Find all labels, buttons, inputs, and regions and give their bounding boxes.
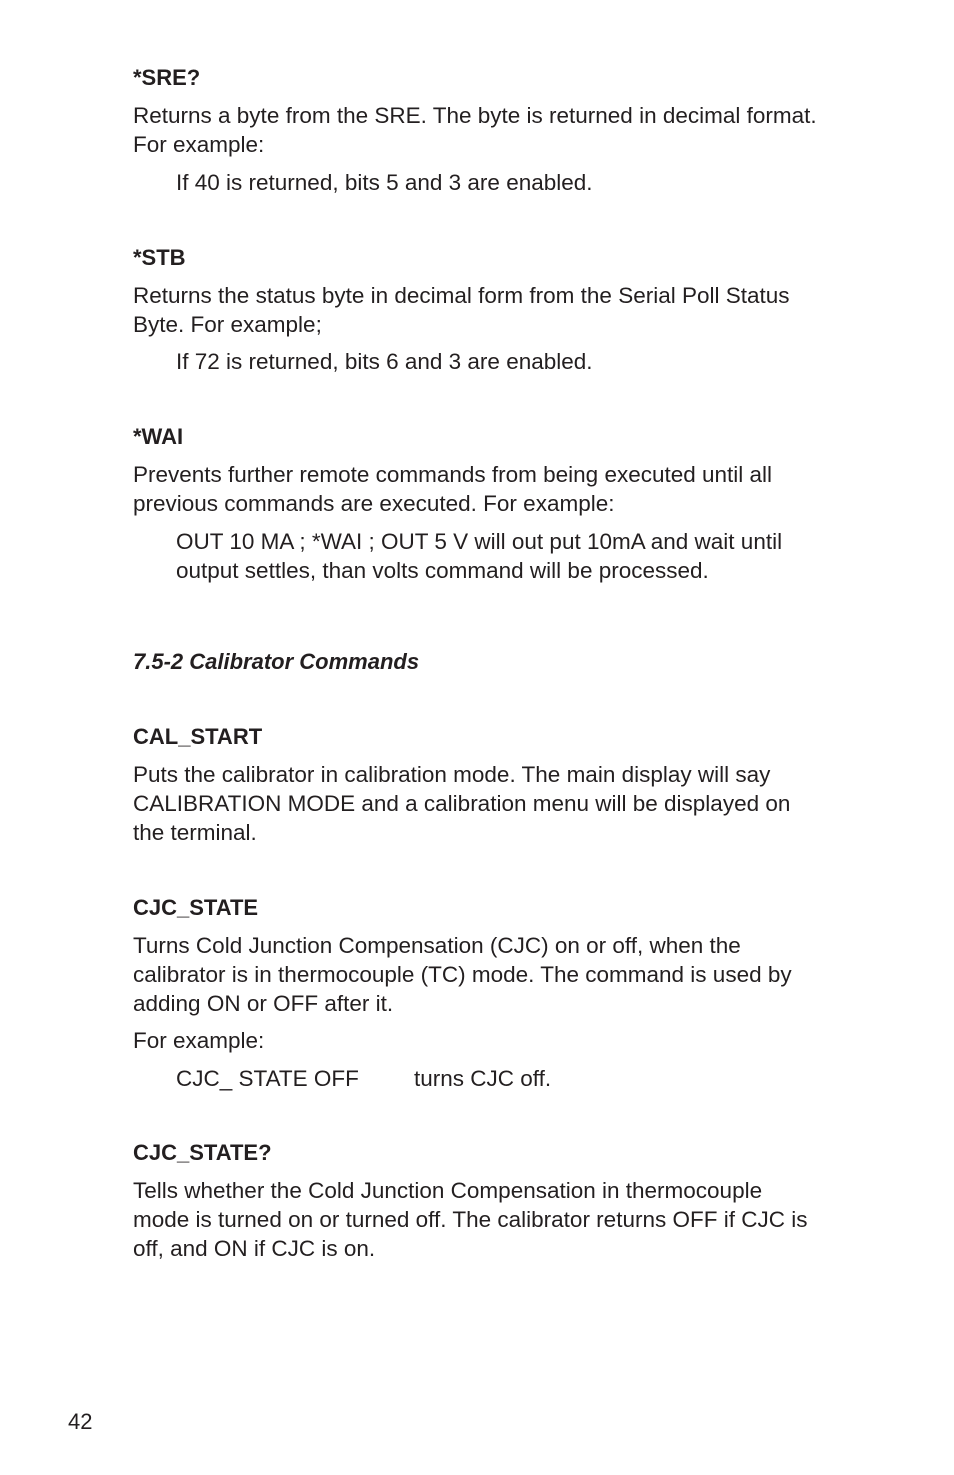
cjc-state-description-line-2: calibrator is in thermocouple (TC) mode. The command is used by	[133, 962, 792, 987]
page-number: 42	[68, 1409, 93, 1434]
wai-example-line-2: output settles, than volts command will be processed.	[176, 558, 709, 583]
cjc-state-command-heading: CJC_STATE	[133, 895, 259, 920]
wai-description-line-1: Prevents further remote commands from being executed until all	[133, 462, 773, 487]
cjc-state-query-description-line-2: mode is turned on or turned off. The calibrator returns OFF if CJC is	[133, 1207, 808, 1232]
stb-description-line-1: Returns the status byte in decimal form from the Serial Poll Status	[133, 283, 790, 308]
sre-description-line-2: For example:	[133, 132, 265, 157]
cjc-state-description-line-3: adding ON or OFF after it.	[133, 991, 394, 1016]
sre-example: If 40 is returned, bits 5 and 3 are enabled.	[176, 170, 593, 195]
sre-command-heading: *SRE?	[133, 65, 201, 90]
stb-description	[133, 281, 873, 339]
cal-start-description-line-2: CALIBRATION MODE and a calibration menu will be displayed on	[133, 791, 791, 816]
cjc-state-query-description	[133, 1176, 873, 1263]
cal-start-description-line-1: Puts the calibrator in calibration mode. The main display will say	[133, 762, 771, 787]
wai-description	[133, 460, 873, 518]
cal-start-description	[133, 760, 873, 847]
sre-description	[133, 101, 873, 159]
cjc-state-description-line-1: Turns Cold Junction Compensation (CJC) on or off, when the	[133, 933, 741, 958]
calibrator-commands-subsection-title: 7.5-2 Calibrator Commands	[133, 649, 420, 674]
cjc-state-example-result: turns CJC off.	[414, 1066, 552, 1091]
stb-command-heading: *STB	[133, 245, 186, 270]
cjc-state-example-command: CJC_ STATE OFF	[176, 1066, 359, 1091]
cjc-state-query-description-line-1: Tells whether the Cold Junction Compensation in thermocouple	[133, 1178, 763, 1203]
cjc-state-description	[133, 931, 873, 1018]
cjc-state-example	[176, 1064, 551, 1093]
cal-start-description-line-3: the terminal.	[133, 820, 257, 845]
cjc-state-query-description-line-3: off, and ON if CJC is on.	[133, 1236, 376, 1261]
stb-description-line-2: Byte. For example;	[133, 312, 322, 337]
wai-command-heading: *WAI	[133, 424, 184, 449]
wai-description-line-2: previous commands are executed. For example:	[133, 491, 615, 516]
stb-example: If 72 is returned, bits 6 and 3 are enabled.	[176, 349, 593, 374]
cjc-state-query-command-heading: CJC_STATE?	[133, 1140, 272, 1165]
cjc-state-example-intro: For example:	[133, 1028, 265, 1053]
wai-example	[176, 527, 876, 585]
wai-example-line-1: OUT 10 MA ; *WAI ; OUT 5 V will out put 10mA and wait until	[176, 529, 783, 554]
cal-start-command-heading: CAL_START	[133, 724, 263, 749]
sre-description-line-1: Returns a byte from the SRE. The byte is returned in decimal format.	[133, 103, 817, 128]
